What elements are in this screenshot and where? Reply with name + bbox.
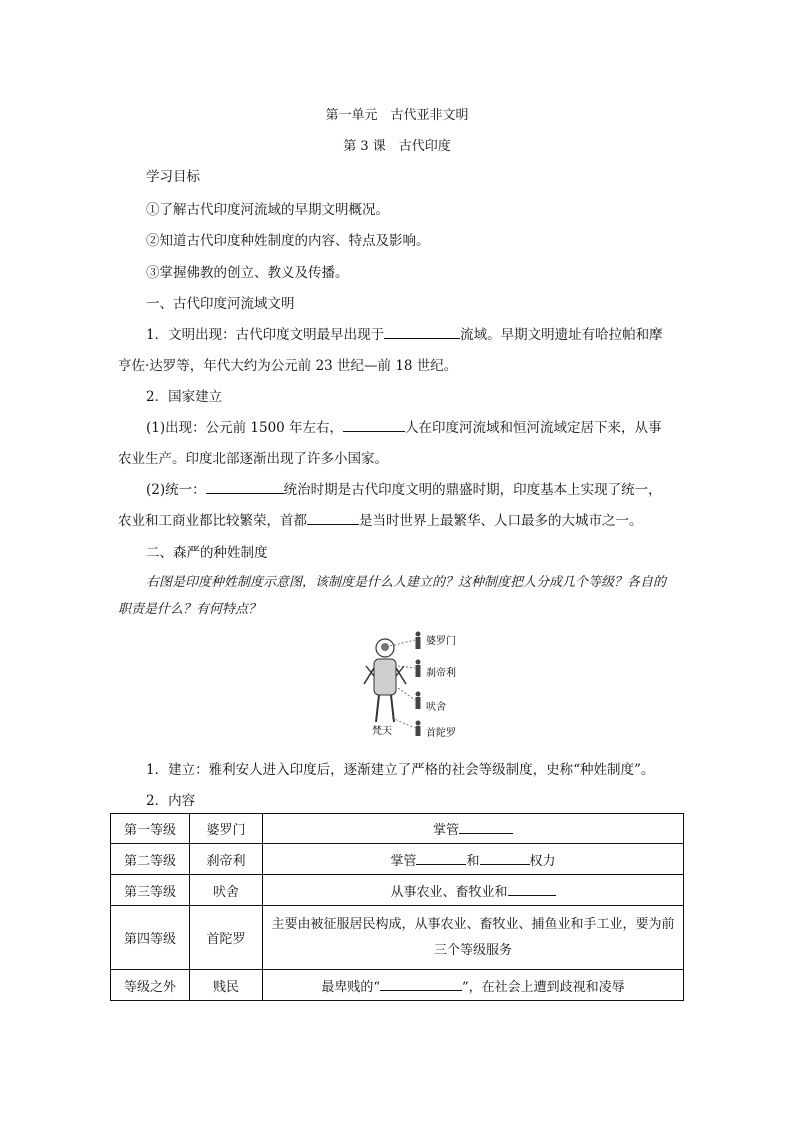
fill-blank[interactable] — [508, 883, 556, 896]
section1-para1-cont: 亨佐·达罗等，年代大约为公元前 23 世纪—前 18 世纪。 — [118, 358, 458, 374]
brahma-label: 梵天 — [372, 726, 392, 737]
section1-para4-cont: 农业和工商业都比较繁荣，首都 是当时世界上最繁华、人口最多的大城市之一。 — [118, 513, 643, 529]
caste-diagram — [360, 628, 480, 740]
section2-question: 右图是印度种姓制度示意图，该制度是什么人建立的？这种制度把人分成几个等级？各自的职责是什么？有何特点？ — [118, 575, 667, 617]
table-cell-level: 第四等级 — [111, 906, 190, 970]
table-cell-duty: 掌管 — [263, 814, 684, 844]
caste-label-vaishya: 吠舍 — [426, 702, 446, 713]
section1-para3-cont: 农业生产。印度北部逐渐出现了许多小国家。 — [118, 451, 388, 467]
table-cell-level: 第三等级 — [111, 875, 190, 906]
table-cell-caste: 首陀罗 — [190, 906, 263, 970]
section2-para-content: 2．内容 — [146, 793, 196, 809]
fill-blank[interactable] — [480, 852, 530, 865]
table-row — [111, 814, 684, 844]
fill-blank[interactable] — [416, 852, 466, 865]
caste-label-shudra: 首陀罗 — [426, 728, 456, 739]
caste-label-brahmin: 婆罗门 — [426, 636, 456, 647]
section2-heading: 二、森严的种姓制度 — [146, 545, 268, 561]
section1-heading: 一、古代印度河流域文明 — [146, 296, 295, 312]
unit-title: 第一单元 古代亚非文明 — [325, 108, 469, 123]
table-cell-duty: 主要由被征服居民构成，从事农业、畜牧业、捕鱼业和手工业，要为前三个等级服务 — [263, 906, 684, 970]
table-cell-caste: 贱民 — [190, 970, 263, 1001]
fill-blank[interactable] — [384, 326, 460, 339]
table-cell-level: 等级之外 — [111, 970, 190, 1001]
lesson-title: 第 3 课 古代印度 — [343, 139, 451, 154]
table-cell-level: 第一等级 — [111, 814, 190, 844]
table-cell-caste: 婆罗门 — [190, 814, 263, 844]
section1-para2: 2．国家建立 — [146, 389, 223, 405]
caste-table — [110, 813, 684, 1001]
table-cell-level: 第二等级 — [111, 844, 190, 875]
section2-para-build: 1．建立：雅利安人进入印度后，逐渐建立了严格的社会等级制度，史称“种姓制度”。 — [146, 762, 655, 778]
table-cell-duty: 最卑贱的“ ”，在社会上遭到歧视和凌辱 — [263, 970, 684, 1001]
fill-blank[interactable] — [459, 821, 513, 834]
table-cell-duty: 从事农业、畜牧业和 — [263, 875, 684, 906]
fill-blank[interactable] — [307, 512, 359, 525]
fill-blank[interactable] — [380, 978, 462, 991]
table-row — [111, 844, 684, 875]
table-cell-caste: 刹帝利 — [190, 844, 263, 875]
objective-item-3: ③掌握佛教的创立、教义及传播。 — [146, 265, 349, 281]
fill-blank[interactable] — [206, 481, 284, 494]
table-row — [111, 970, 684, 1001]
section1-para1: 1．文明出现：古代印度文明最早出现于 流域。早期文明遗址有哈拉帕和摩 — [146, 327, 663, 343]
brahma-figure-icon — [364, 639, 406, 722]
table-row — [111, 875, 684, 906]
table-cell-caste: 吠舍 — [190, 875, 263, 906]
fill-blank[interactable] — [343, 419, 405, 432]
section1-para3: (1)出现：公元前 1500 年左右， 人在印度河流域和恒河流域定居下来，从事 — [146, 420, 662, 436]
objective-item-2: ②知道古代印度种姓制度的内容、特点及影响。 — [146, 233, 430, 249]
caste-label-kshatriya: 刹帝利 — [426, 668, 456, 679]
caste-person-icons — [416, 632, 421, 737]
table-row — [111, 906, 684, 970]
objectives-heading: 学习目标 — [146, 169, 200, 185]
section1-para4: (2)统一： 统治时期是古代印度文明的鼎盛时期，印度基本上实现了统一， — [146, 482, 662, 498]
table-cell-duty: 掌管 和 权力 — [263, 844, 684, 875]
objective-item-1: ①了解古代印度河流域的早期文明概况。 — [146, 202, 389, 218]
